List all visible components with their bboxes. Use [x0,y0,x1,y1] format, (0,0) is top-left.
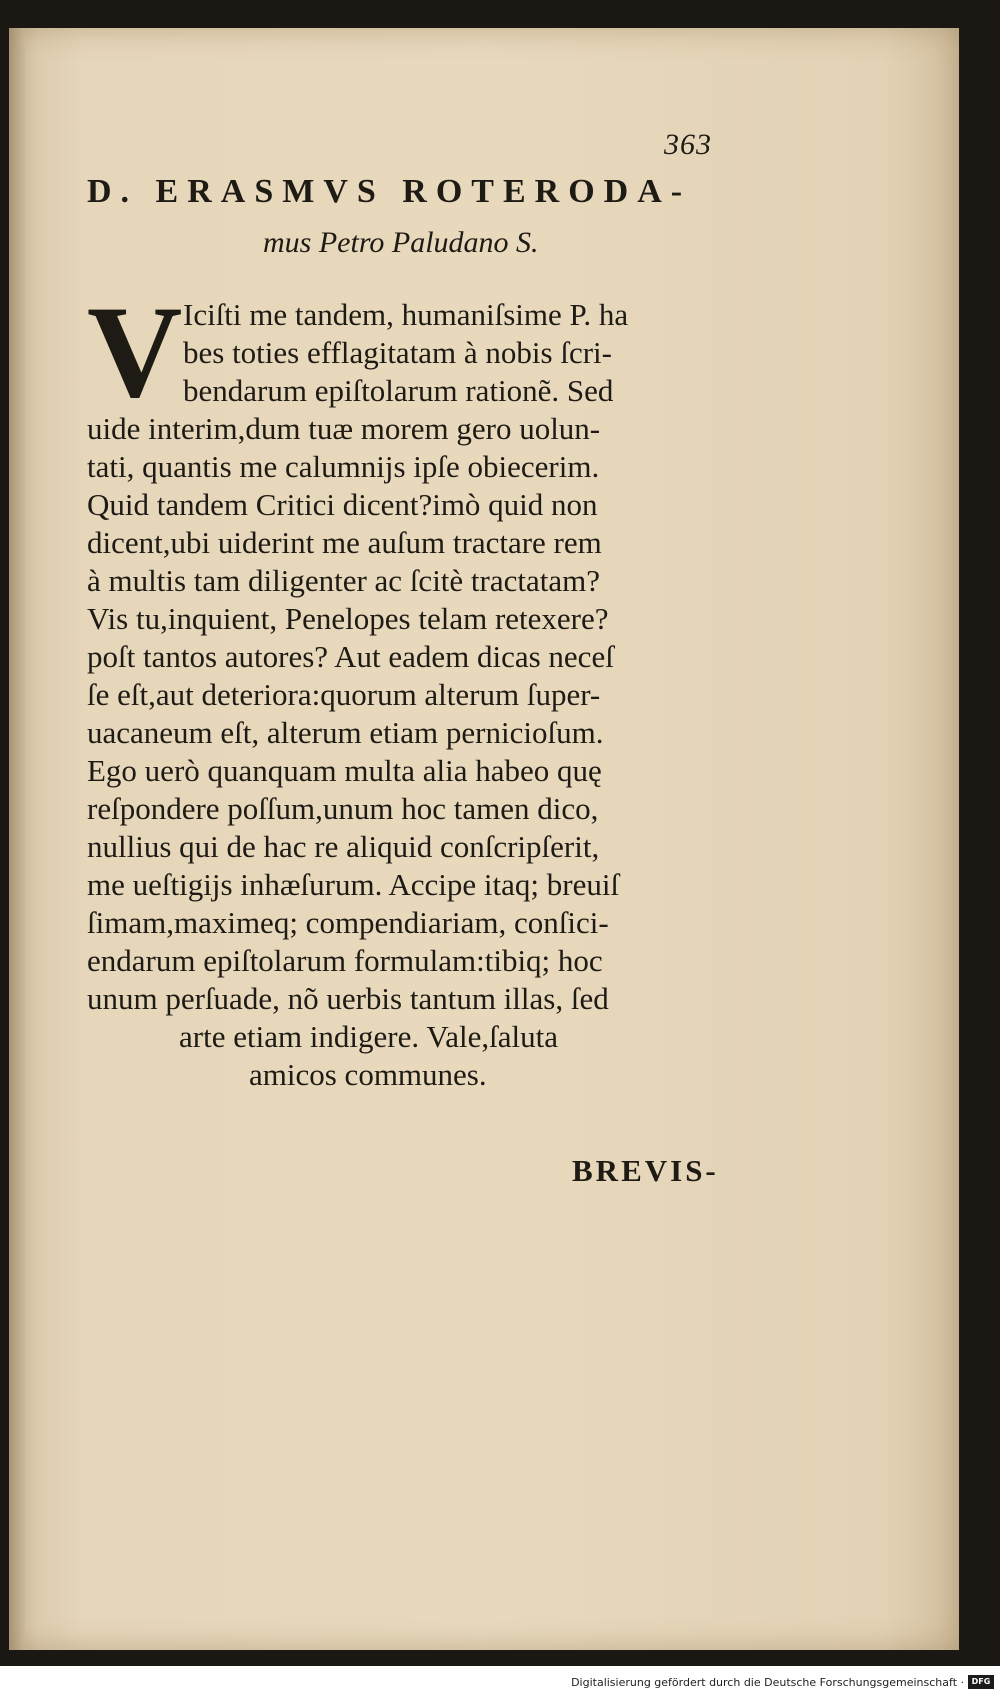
book-page [9,28,959,1650]
text-line-1: Iciſti me tandem, humaniſsime P. ha [183,297,629,332]
text-line-2: bes toties efflagitatam à nobis ſcri- [183,335,612,370]
page-gutter-edge [9,28,25,1650]
page-number: 363 [664,128,712,161]
text-line-7: dicent,ubi uiderint me auſum tractare rem [87,525,602,560]
text-line-12: uacaneum eſt, alterum etiam pernicioſum. [87,715,604,750]
text-line-19: unum perſuade, nõ uerbis tantum illas, ſed [87,981,609,1016]
text-line-6: Quid tandem Critici dicent?imò quid non [87,487,598,522]
text-line-21: amicos communes. [249,1057,487,1092]
drop-capital: V [87,278,183,425]
dfg-logo-icon: DFG [968,1675,994,1689]
heading-line-1: D. ERASMVS ROTERODA- [87,173,692,210]
text-line-18: endarum epiſtolarum formulam:tibiq; hoc [87,943,603,978]
text-line-16: me ueſtigijs inhæſurum. Accipe itaq; breuiſ [87,867,620,902]
text-line-10: poſt tantos autores? Aut eadem dicas neceſ [87,639,614,674]
text-line-9: Vis tu,inquient, Penelopes telam retexere? [87,601,609,636]
text-line-17: ſimam,maximeq; compendiariam, conſici- [87,905,609,940]
footer-credit: Digitalisierung gefördert durch die Deutsche Forschungsgemeinschaft · [571,1676,964,1689]
text-line-4: uide interim,dum tuæ morem gero uolun- [87,411,601,446]
text-line-20: arte etiam indigere. Vale,ſaluta [179,1019,559,1054]
text-line-11: ſe eſt,aut deteriora:quorum alterum ſuper- [87,677,601,712]
text-line-8: à multis tam diligenter ac ſcitè tractatam? [87,563,600,598]
text-line-13: Ego uerò quanquam multa alia habeo quę [87,753,602,788]
catchword: BREVIS- [572,1153,719,1188]
text-line-15: nullius qui de hac re aliquid conſcripſerit, [87,829,600,864]
text-line-5: tati, quantis me calumnijs ipſe obiecerim. [87,449,600,484]
heading-line-2: mus Petro Paludano S. [263,226,539,259]
text-line-3: bendarum epiſtolarum rationẽ. Sed [183,373,614,408]
text-line-14: reſpondere poſſum,unum hoc tamen dico, [87,791,599,826]
